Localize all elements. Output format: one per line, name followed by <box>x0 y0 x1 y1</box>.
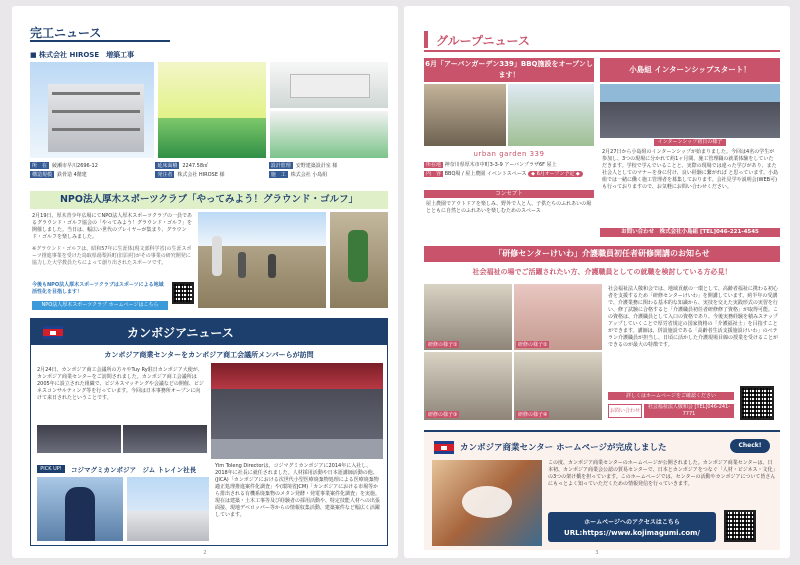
meeting-photo-2 <box>123 425 207 453</box>
label-builder: 施 工 <box>270 172 286 178</box>
interior-photo-3 <box>270 111 388 158</box>
urban-name: urban garden 339 <box>473 150 545 158</box>
rooftop-rendering <box>508 84 594 146</box>
company-title: ■ 株式会社 HIROSE 増築工事 <box>30 51 135 59</box>
website-body: この度、カンボジア商業センターのホームページが公開されました。カンボジア商業センターは、日本初、カンボジア商業会公認の貿易センターで、日本とカンボジアをつなぐ「人材・ビジネス・文化」の3つの架け橋を担っています。このホームページでは、センターの活動やカンボジアについて皆さんにもっとよく知っていただくための情報発信を行っていきます。 <box>548 460 776 487</box>
care-photo-1 <box>424 284 512 350</box>
value-builder: 株式会社 小島組 <box>290 172 328 178</box>
director-portrait-photo <box>37 477 123 541</box>
care-contact: 社会福祉法人敬和会 [TEL]046-241-7771 <box>644 404 734 418</box>
care-headline: 「研修センターけいわ」介護職員初任者研修開講のお知らせ <box>424 246 780 262</box>
value-structure: 鉄骨造 4階建 <box>57 172 87 178</box>
cambodia-subtitle: カンボジア商業センターをカンボジア商工会議所メンバーらが訪問 <box>104 351 314 359</box>
golf-photo-2 <box>330 212 388 308</box>
npo-note: ※グラウンド・ゴルフは、昭和57年に生涯体(現文部科学省)の生涯スポーツ推進事業を受けた鳥取県湯梨浜町(旧泊村)がその事業の研究開発に協力した大学教員たちによって創り出されたスポーツです。 <box>32 246 192 266</box>
intern-contact: お問い合わせ 株式会社小島組 [TEL]046-221-4545 <box>600 228 780 237</box>
concept-text: 屋上農園でアウトドアを楽しみ、野外で人と人、子供たちのふれあいの場とともに自然とのふれあいを楽しむためのスペース <box>426 201 592 214</box>
npo-homepage-link[interactable]: NPO法人厚木スポーツクラブ ホームページはこちら <box>32 301 168 310</box>
cambodia-flag-icon-2 <box>434 441 454 454</box>
website-access-button[interactable] <box>548 512 716 542</box>
label-owner: 発注者 <box>157 172 173 178</box>
label-designer: 設計監理 <box>270 163 291 169</box>
website-url: URL:https://www.kojimagumi.com/ <box>564 529 700 537</box>
care-body: 社会福祉法人敬和会では、地域貢献の一環として、高齢者福祉に携わる初心者を支援するため「研修センターけいわ」を開講しています。約半年の受講で、介護業務に関わる基本的な知識から、実技を交えた実践形式の実習を行い、修了試験に合格すると「介護職員初任者研修修了資格」が取得可能。この資格は、介護職員として入口の資格であり、今後実務経験を積みステップアップしていくことで厚労省規定の国家資格の「介護福祉士」を目指すことができます。講師は、併設施設である「高齢者生活支援施設けいわ」のベテラン介護職員が担当し、日頃に活かした介護現場目線の授業を受けることができるのが最大の特徴です。 <box>608 286 779 348</box>
pickup-name: コジマグミカンボジア ジム トレイン社長 <box>71 466 197 474</box>
urban-headline: 6月「アーバンガーデン339」BBQ施設をオープンします！ <box>424 58 594 82</box>
group-news-heading: グループニュース <box>436 34 530 48</box>
label-area: 延床面積 <box>157 163 178 169</box>
website-qr-code[interactable] <box>724 510 756 542</box>
website-access-label: ホームページへのアクセスはこちら <box>584 519 680 526</box>
npo-body: 2月19日、厚木青少年広場にてNPO法人厚木スポーツクラブの一員であるグラウンド・ゴルフ協会の「やってみよう！グラウンド・ゴルフ」を開催しました。当日は、幅広い世代のプレイヤーが集まり、グラウンド・ゴルフを楽しみました。 <box>32 213 193 240</box>
care-photo-3 <box>424 352 512 420</box>
left-page <box>12 6 398 558</box>
website-box <box>424 430 780 550</box>
npo-title: NPO法人厚木スポーツクラブ「やってみよう！グラウンド・ゴルフ」 <box>30 191 388 209</box>
cambodia-news-box <box>30 318 388 546</box>
city-photo <box>127 477 209 541</box>
website-collage-image <box>432 460 542 546</box>
care-caption-3: 研修の様子③ <box>428 412 458 418</box>
heading-rule <box>30 40 170 42</box>
care-caption-1: 研修の様子① <box>428 342 458 348</box>
value-designer: 安野建築設計室 様 <box>295 163 338 169</box>
interior-photo-1 <box>158 62 266 158</box>
pickup-body: Yim Toleng Directorは、コジマグミカンボジアに2014年に入社し、2018年に社長に就任されました。人材採用活動や日本語講師活動の他、(JICA)「カンボジアにおける次世代小型医療廃棄物処理による医療廃棄物適正処理推進案件化調査」や(環境省JCM)「カンボジアにおける市場等から排出される有機系廃棄物のメタン発酵・発電事業案件化調査」を実施。現在は建築・土木工事等及び経験者の採用活動や、特定技能人材への出張面接、現地デベロッパー等からの情報収集活動、建築案件など幅広く活躍しています。 <box>215 463 381 518</box>
concept-label: コンセプト <box>424 190 594 198</box>
care-photo-4 <box>514 352 602 420</box>
spec-table <box>30 162 388 178</box>
care-photo-2 <box>514 284 602 350</box>
urban-info <box>424 162 594 178</box>
check-badge: Check! <box>730 439 770 453</box>
interior-photo-2 <box>270 62 388 108</box>
npo-qr-code[interactable] <box>172 282 194 304</box>
value-owner: 株式会社 HIROSE 様 <box>177 172 225 178</box>
page-number-right: 3 <box>595 550 599 556</box>
label-address: 所 在 <box>32 163 48 169</box>
intern-caption: インターンシップ初日の様子 <box>654 139 726 146</box>
page-number-left: 2 <box>203 550 207 556</box>
urban-content: BBQ場 / 屋上農園 イベントスペース <box>444 171 527 177</box>
care-homepage-link[interactable]: 詳しくはホームページをご確認ください <box>608 392 734 400</box>
intern-body: 2月27日から小島組のインターンシップが始まりました。今回は4名の学生が参加し、3つの現場に分かれて約1ヶ月間、施工管理職の就業体験をしていただきます。学校で学んでいることと、実際の現場では違った学びがあり、また社会人としてのマナーを身に付け、良い経験に繋がれば と思っています。小島組では一緒に働く施工管理者を募集しております。会社見学や説明会(WEB可)も行っておりますので、お気軽にお問い合わせください。 <box>602 149 778 190</box>
label-urban-address: 所在地 <box>426 162 442 168</box>
open-badge: ◆ 6月オープン予定 ◆ <box>528 171 583 177</box>
care-caption-4: 研修の様子④ <box>518 412 548 418</box>
care-caption-2: 研修の様子② <box>518 342 548 348</box>
value-area: 2247.58㎡ <box>182 163 209 169</box>
cambodia-heading: カンボジアニュース <box>127 326 234 340</box>
visit-group-photo <box>211 363 383 459</box>
npo-notice: 今後もNPO法人厚木スポーツクラブはスポーツによる地域活性化を目指します！ <box>32 282 164 295</box>
label-structure: 構造規模 <box>32 172 53 178</box>
bbq-photo <box>424 84 506 146</box>
cambodia-flag-icon <box>43 326 63 339</box>
pickup-tag: PICK UP! <box>37 465 65 473</box>
intern-headline: 小島組 インターンシップスタート！ <box>600 58 780 82</box>
meeting-photo-1 <box>37 425 121 453</box>
label-urban-content: 内 容 <box>426 171 442 177</box>
care-contact-label: お問い合わせ <box>608 404 642 418</box>
cambodia-body: 2月24日、カンボジア商工会議所の方々やTuy Ry駐日カンボジア大使が、カンボジア商業センターをご訪問されました。カンボジア商工会議所は2005年に設立された組織で、ビジネスマッチングや会議などの開催、ビジネスコンサルティング等を行っています。今回は日本事務所オープンに向けて来日されたということです。 <box>37 367 204 401</box>
right-page <box>404 6 790 558</box>
value-address: 綾瀬市早川2696-12 <box>52 163 98 169</box>
care-subheadline: 社会福祉の場でご活躍されたい方、介護職員としての就職を検討している方必見！ <box>472 268 732 276</box>
completed-news-heading: 完工ニュース <box>30 26 102 40</box>
intern-photo <box>600 84 780 138</box>
building-exterior-photo <box>30 62 154 158</box>
golf-photo-1 <box>198 212 326 308</box>
urban-address: 神奈川県厚木市中町3-3-9 アーバンプラザ6F 屋上 <box>444 162 557 168</box>
group-news-title-bar <box>424 28 780 52</box>
website-headline: カンボジア商業センター ホームページが完成しました <box>460 443 667 453</box>
care-qr-code[interactable] <box>740 386 774 420</box>
